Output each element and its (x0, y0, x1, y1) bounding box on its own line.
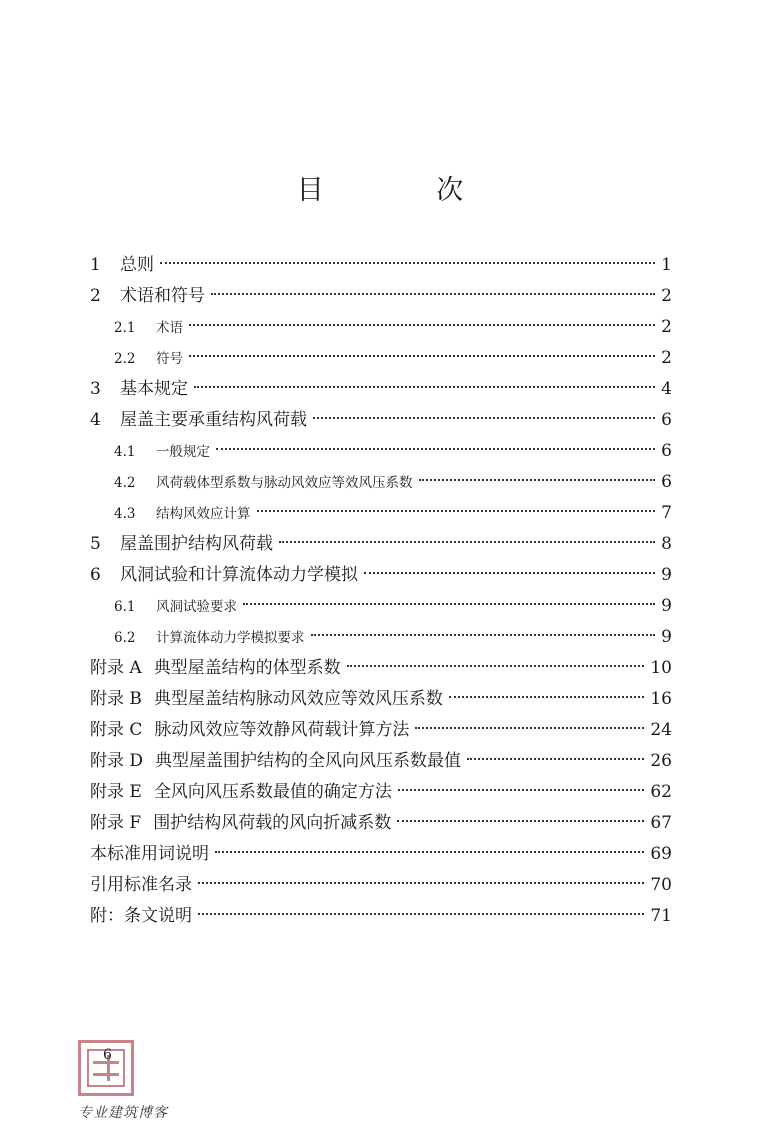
toc-leader-dots (216, 448, 655, 450)
toc-entry[interactable] (90, 777, 672, 808)
toc-entry-label: 典型屋盖结构脉动风效应等效风压系数 (153, 689, 443, 709)
toc-entry-number: 附录 F (90, 813, 142, 833)
page-title: 目 次 (296, 175, 516, 206)
toc-entry-page: 8 (661, 534, 672, 554)
toc-entry-page: 16 (650, 689, 672, 709)
toc-entry-label: 术语 (156, 320, 183, 336)
toc-entry[interactable] (90, 250, 672, 281)
toc-entry-page: 6 (661, 441, 672, 461)
toc-entry[interactable] (90, 529, 672, 560)
toc-leader-dots (449, 696, 644, 698)
toc-entry-page: 2 (661, 317, 672, 337)
toc-entry-page: 6 (661, 472, 672, 492)
toc-entry-label: 风洞试验要求 (156, 599, 237, 615)
toc-leader-dots (311, 634, 656, 636)
toc-entry-page: 1 (661, 255, 672, 275)
toc-entry-page: 26 (650, 751, 672, 771)
toc-leader-dots (189, 355, 655, 357)
toc-entry[interactable] (90, 281, 672, 312)
toc-leader-dots (279, 541, 655, 543)
toc-entry-label: 风荷载体型系数与脉动风效应等效风压系数 (156, 475, 413, 491)
toc-entry-page: 4 (661, 379, 672, 399)
toc-entry-number: 4.3 (114, 506, 136, 522)
toc-entry[interactable] (90, 560, 672, 591)
toc-leader-dots (198, 882, 644, 884)
toc-entry[interactable] (90, 312, 672, 343)
toc-entry-label: 总则 (120, 255, 154, 275)
toc-leader-dots (347, 665, 645, 667)
toc-entry-label: 术语和符号 (120, 286, 205, 306)
toc-entry-label: 结构风效应计算 (156, 506, 251, 522)
toc-entry-label: 风洞试验和计算流体动力学模拟 (120, 565, 358, 585)
toc-entry-number: 3 (90, 379, 101, 399)
toc-entry[interactable] (90, 808, 672, 839)
toc-entry[interactable] (90, 405, 672, 436)
toc-entry-label: 引用标准名录 (90, 875, 192, 895)
toc-entry-page: 67 (650, 813, 672, 833)
toc-leader-dots (467, 758, 644, 760)
toc-entry-page: 69 (650, 844, 672, 864)
toc-entry-number: 附录 D (90, 751, 144, 771)
toc-entry-page: 9 (661, 596, 672, 616)
toc-entry-number: 6.2 (114, 630, 136, 646)
toc-leader-dots (398, 789, 645, 791)
toc-leader-dots (419, 479, 656, 481)
toc-entry-number: 附录 B (90, 689, 142, 709)
toc-leader-dots (215, 851, 644, 853)
toc-entry[interactable] (90, 746, 672, 777)
toc-entry-page: 2 (661, 348, 672, 368)
toc-leader-dots (257, 510, 656, 512)
toc-leader-dots (415, 727, 644, 729)
toc-leader-dots (211, 293, 655, 295)
toc-entry-number: 5 (90, 534, 101, 554)
toc-entry-number: 4.1 (114, 444, 136, 460)
toc-entry[interactable] (90, 343, 672, 374)
toc-entry-page: 71 (650, 906, 672, 926)
toc-entry-number: 6.1 (114, 599, 136, 615)
toc-entry-number: 2 (90, 286, 101, 306)
toc-entry-page: 7 (661, 503, 672, 523)
toc-entry-label: 脉动风效应等效静风荷载计算方法 (154, 720, 410, 740)
toc-entry-number: 2.2 (114, 351, 136, 367)
toc-entry-label: 一般规定 (156, 444, 210, 460)
toc-entry-number: 4.2 (114, 475, 136, 491)
toc-entry-label: 典型屋盖围护结构的全风向风压系数最值 (155, 751, 462, 771)
toc-leader-dots (189, 324, 655, 326)
toc-entry[interactable] (90, 374, 672, 405)
toc-entry-number: 6 (90, 565, 101, 585)
toc-entry[interactable] (90, 901, 672, 932)
toc-entry-label: 围护结构风荷载的风向折减系数 (153, 813, 392, 833)
toc-leader-dots (364, 572, 655, 574)
toc-entry-number: 附录 A (90, 658, 142, 678)
toc-entry[interactable] (90, 591, 672, 622)
toc-entry-page: 62 (650, 782, 672, 802)
toc-entry-number: 1 (90, 255, 101, 275)
toc-leader-dots (397, 820, 644, 822)
toc-entry[interactable] (90, 498, 672, 529)
toc-entry-page: 24 (650, 720, 672, 740)
toc-leader-dots (194, 386, 655, 388)
toc-leader-dots (198, 913, 644, 915)
toc-entry[interactable] (90, 436, 672, 467)
toc-entry[interactable] (90, 839, 672, 870)
toc-entry-number: 2.1 (114, 320, 136, 336)
toc-entry[interactable] (90, 653, 672, 684)
toc-entry-page: 9 (661, 565, 672, 585)
toc-entry-label: 符号 (156, 351, 183, 367)
toc-entry-number: 附录 E (90, 782, 142, 802)
toc-entry-label: 屋盖主要承重结构风荷载 (120, 410, 307, 430)
toc-entry[interactable] (90, 870, 672, 901)
toc-entry-page: 2 (661, 286, 672, 306)
toc-entry-page: 6 (661, 410, 672, 430)
toc-leader-dots (243, 603, 655, 605)
toc-entry-label: 基本规定 (120, 379, 188, 399)
toc-leader-dots (313, 417, 655, 419)
toc-leader-dots (160, 262, 655, 264)
toc-entry[interactable] (90, 715, 672, 746)
toc-entry-page: 10 (650, 658, 672, 678)
watermark-text: 专业建筑博客 (78, 1105, 168, 1121)
table-of-contents (90, 250, 672, 932)
toc-entry-label: 屋盖围护结构风荷载 (120, 534, 273, 554)
toc-entry-label: 典型屋盖结构的体型系数 (153, 658, 341, 678)
toc-entry-page: 9 (661, 627, 672, 647)
toc-entry[interactable] (90, 684, 672, 715)
toc-entry[interactable] (90, 467, 672, 498)
toc-entry[interactable] (90, 622, 672, 653)
toc-entry-page: 70 (650, 875, 672, 895)
toc-entry-number: 附录 C (90, 720, 143, 740)
page-number: 6 (103, 1047, 112, 1063)
toc-entry-label: 附：条文说明 (90, 906, 192, 926)
toc-entry-number: 4 (90, 410, 101, 430)
toc-entry-label: 全风向风压系数最值的确定方法 (153, 782, 392, 802)
toc-entry-label: 计算流体动力学模拟要求 (156, 630, 305, 646)
toc-entry-label: 本标准用词说明 (90, 844, 209, 864)
